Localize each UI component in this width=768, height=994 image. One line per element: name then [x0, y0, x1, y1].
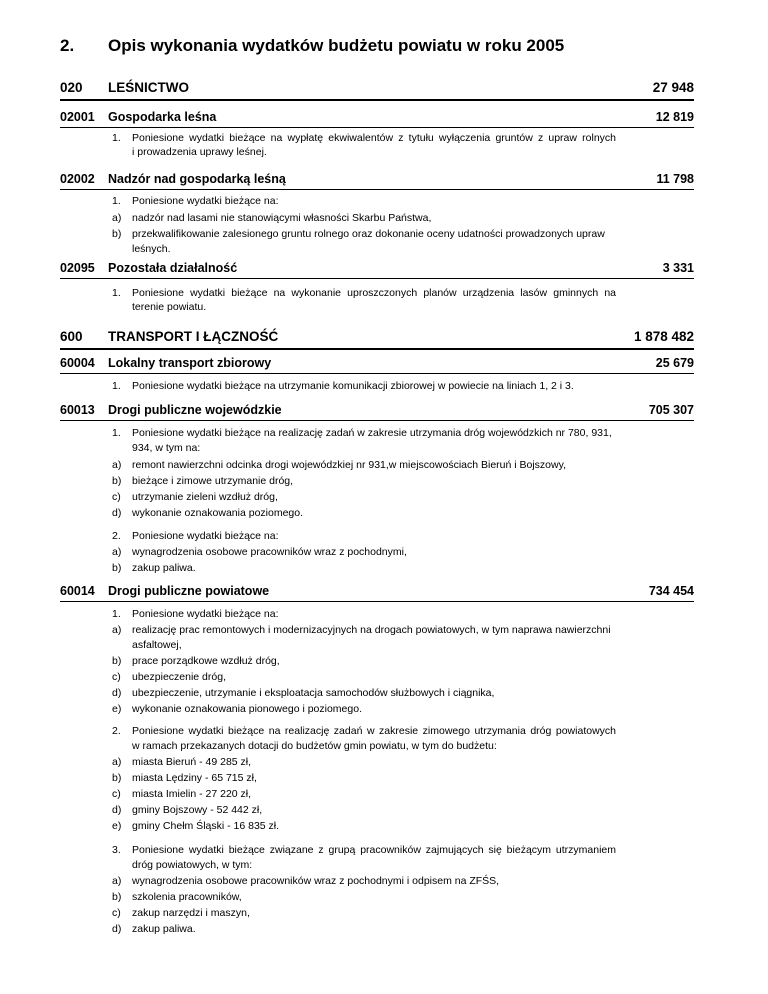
- section-heading: [60, 403, 694, 421]
- item-marker: 1.: [112, 608, 121, 620]
- section-name: Lokalny transport zbiorowy: [108, 356, 272, 370]
- text-line: bieżące i zimowe utrzymanie dróg,: [132, 475, 294, 487]
- section-heading: [60, 172, 694, 190]
- item-marker: c): [112, 671, 121, 683]
- section-name: Nadzór nad gospodarką leśną: [108, 172, 286, 186]
- item-marker: a): [112, 546, 122, 558]
- text-line: prace porządkowe wzdłuż dróg,: [132, 655, 280, 667]
- title-number: 2.: [60, 36, 75, 55]
- item-marker: b): [112, 562, 122, 574]
- chapter-amount: 27 948: [652, 80, 694, 95]
- item-marker: 1.: [112, 427, 121, 439]
- item-marker: a): [112, 459, 122, 471]
- text-line: ubezpieczenie, utrzymanie i eksploatacja samochodów służbowych i ciągnika,: [132, 687, 495, 699]
- text-line: wykonanie oznakowania poziomego.: [132, 507, 304, 519]
- text-line: przekwalifikowanie zalesionego gruntu rolnego oraz dokonanie oceny udatności prowadzonych upraw: [132, 228, 605, 240]
- item-marker: d): [112, 804, 122, 816]
- text-line: miasta Bieruń - 49 285 zł,: [132, 756, 252, 768]
- item-marker: b): [112, 891, 122, 903]
- item-marker: a): [112, 756, 122, 768]
- section-amount: 3 331: [662, 261, 694, 275]
- item-marker: b): [112, 655, 122, 667]
- text-line: remont nawierzchni odcinka drogi wojewódzkiej nr 931,w miejscowościach Bieruń i Bojszowy,: [132, 459, 566, 471]
- text-line: Poniesione wydatki bieżące na realizację zadań w zakresie utrzymania dróg wojewódzkich nr 780, 931,: [132, 427, 612, 439]
- title-text: Opis wykonania wydatków budżetu powiatu w roku 2005: [108, 36, 565, 55]
- text-line: Poniesione wydatki bieżące na realizację zadań w zakresie zimowego utrzymania dróg powiatowych: [132, 725, 616, 737]
- section-code: 60014: [60, 584, 95, 598]
- item-marker: d): [112, 923, 122, 935]
- section-code: 02002: [60, 172, 95, 186]
- item-marker: 3.: [112, 844, 121, 856]
- text-line: leśnych.: [132, 243, 171, 255]
- text-line: Poniesione wydatki bieżące na:: [132, 195, 279, 207]
- item-marker: 1.: [112, 132, 121, 144]
- section-code: 60013: [60, 403, 95, 417]
- text-line: miasta Imielin - 27 220 zł,: [132, 788, 252, 800]
- section-amount: 11 798: [656, 172, 694, 186]
- item-marker: c): [112, 491, 121, 503]
- section-code: 02001: [60, 110, 95, 124]
- chapter-name: LEŚNICTWO: [108, 80, 189, 95]
- item-marker: b): [112, 772, 122, 784]
- item-marker: a): [112, 624, 122, 636]
- item-marker: b): [112, 228, 122, 240]
- text-line: dróg powiatowych, w tym:: [132, 859, 253, 871]
- section-code: 02095: [60, 261, 95, 275]
- text-line: ubezpieczenie dróg,: [132, 671, 226, 683]
- chapter-code: 020: [60, 80, 83, 95]
- text-line: wykonanie oznakowania pionowego i poziomego.: [132, 703, 362, 715]
- chapter-heading: [60, 329, 694, 350]
- item-marker: 1.: [112, 287, 121, 299]
- section-amount: 12 819: [655, 110, 694, 124]
- text-line: realizację prac remontowych i modernizacyjnych na drogach powiatowych, w tym naprawa nawierzchni: [132, 624, 611, 636]
- text-line: zakup paliwa.: [132, 923, 196, 935]
- text-line: Poniesione wydatki bieżące na utrzymanie komunikacji zbiorowej w powiecie na liniach 1, 2 i 3.: [132, 380, 574, 392]
- item-marker: a): [112, 212, 122, 224]
- chapter-code: 600: [60, 329, 83, 344]
- item-marker: a): [112, 875, 122, 887]
- section-heading: [60, 261, 694, 279]
- text-line: zakup paliwa.: [132, 562, 196, 574]
- text-line: nadzór nad lasami nie stanowiącymi własności Skarbu Państwa,: [132, 212, 432, 224]
- text-line: gminy Bojszowy - 52 442 zł,: [132, 804, 263, 816]
- text-line: terenie powiatu.: [132, 301, 207, 313]
- item-marker: 1.: [112, 380, 121, 392]
- item-marker: 1.: [112, 195, 121, 207]
- section-name: Pozostała działalność: [108, 261, 238, 275]
- section-amount: 734 454: [648, 584, 694, 598]
- text-line: Poniesione wydatki bieżące na wypłatę ekwiwalentów z tytułu wyłączenia gruntów z upraw rolnych: [132, 132, 616, 144]
- section-amount: 25 679: [655, 356, 694, 370]
- text-line: Poniesione wydatki bieżące na:: [132, 608, 279, 620]
- section-amount: 705 307: [648, 403, 694, 417]
- text-line: szkolenia pracowników,: [132, 891, 242, 903]
- text-line: miasta Lędziny - 65 715 zł,: [132, 772, 257, 784]
- text-line: w ramach przekazanych dotacji do budżetów gmin powiatu, w tym do budżetu:: [132, 740, 497, 752]
- item-marker: b): [112, 475, 122, 487]
- item-marker: 2.: [112, 725, 121, 737]
- item-marker: d): [112, 507, 122, 519]
- text-line: i prowadzenia uprawy leśnej.: [132, 146, 267, 158]
- section-heading: [60, 110, 694, 128]
- text-line: Poniesione wydatki bieżące na:: [132, 530, 279, 542]
- text-line: zakup narzędzi i maszyn,: [132, 907, 250, 919]
- section-heading: [60, 356, 694, 374]
- text-line: asfaltowej,: [132, 639, 182, 651]
- text-line: 934, w tym na:: [132, 442, 201, 454]
- text-line: Poniesione wydatki bieżące związane z grupą pracowników zajmujących się bieżącym utrzymaniem: [132, 844, 616, 856]
- item-marker: d): [112, 687, 122, 699]
- section-name: Drogi publiczne powiatowe: [108, 584, 270, 598]
- text-line: Poniesione wydatki bieżące na wykonanie uproszczonych planów urządzenia lasów gminnych na: [132, 287, 616, 299]
- text-line: utrzymanie zieleni wzdłuż dróg,: [132, 491, 278, 503]
- item-marker: e): [112, 820, 122, 832]
- section-heading: [60, 584, 694, 602]
- text-line: wynagrodzenia osobowe pracowników wraz z pochodnymi i odpisem na ZFŚS,: [132, 875, 500, 887]
- chapter-heading: [60, 80, 694, 101]
- item-marker: 2.: [112, 530, 121, 542]
- item-marker: c): [112, 907, 121, 919]
- section-code: 60004: [60, 356, 95, 370]
- section-name: Drogi publiczne wojewódzkie: [108, 403, 282, 417]
- chapter-name: TRANSPORT I ŁĄCZNOŚĆ: [108, 329, 279, 344]
- item-marker: c): [112, 788, 121, 800]
- text-line: gminy Chełm Śląski - 16 835 zł.: [132, 820, 280, 832]
- chapter-amount: 1 878 482: [633, 329, 694, 344]
- item-marker: e): [112, 703, 122, 715]
- section-name: Gospodarka leśna: [108, 110, 217, 124]
- text-line: wynagrodzenia osobowe pracowników wraz z pochodnymi,: [132, 546, 407, 558]
